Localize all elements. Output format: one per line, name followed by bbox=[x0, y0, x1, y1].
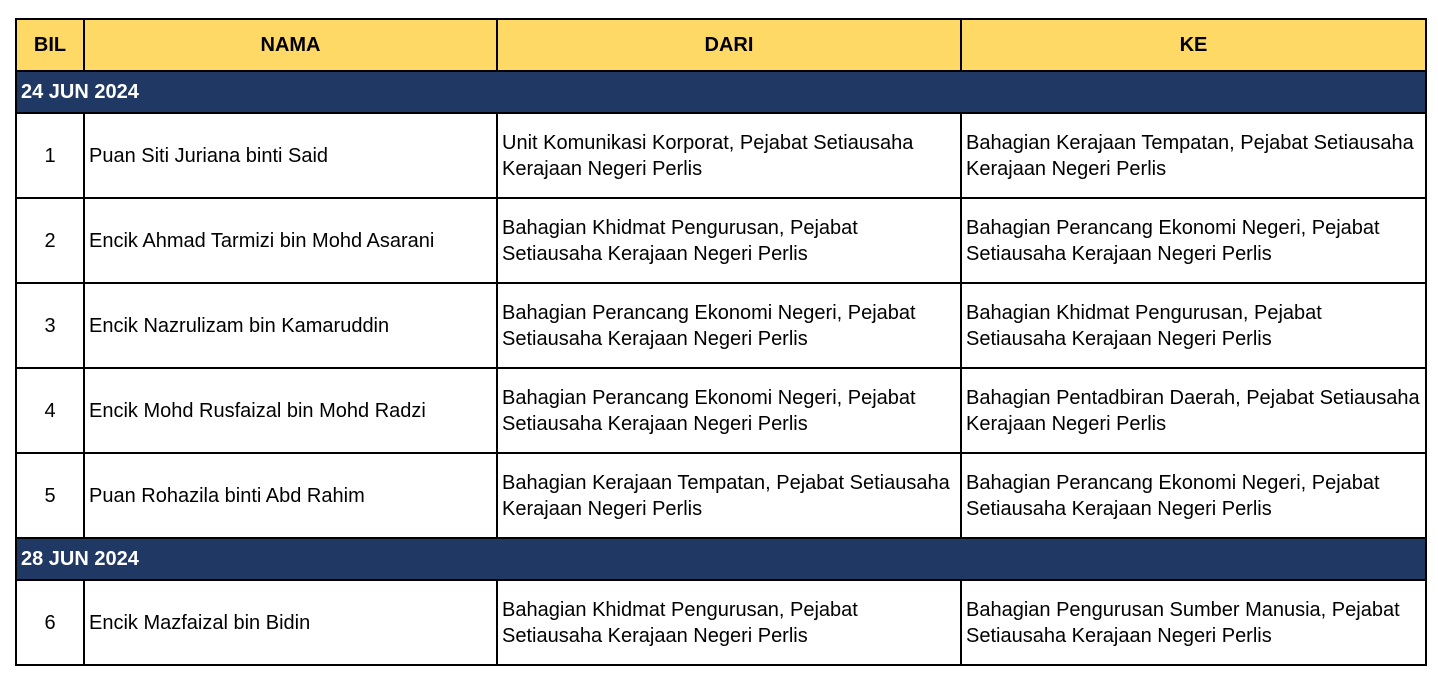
cell-dari: Bahagian Khidmat Pengurusan, Pejabat Setiausaha Kerajaan Negeri Perlis bbox=[497, 580, 961, 665]
cell-bil: 6 bbox=[16, 580, 84, 665]
section-row bbox=[16, 538, 1426, 580]
section-date: 28 JUN 2024 bbox=[16, 538, 1426, 580]
cell-dari: Unit Komunikasi Korporat, Pejabat Setiausaha Kerajaan Negeri Perlis bbox=[497, 113, 961, 198]
header-nama: NAMA bbox=[84, 19, 497, 71]
cell-nama: Encik Nazrulizam bin Kamaruddin bbox=[84, 283, 497, 368]
cell-ke: Bahagian Pentadbiran Daerah, Pejabat Setiausaha Kerajaan Negeri Perlis bbox=[961, 368, 1426, 453]
transfer-table bbox=[15, 18, 1427, 666]
cell-bil: 3 bbox=[16, 283, 84, 368]
cell-nama: Puan Siti Juriana binti Said bbox=[84, 113, 497, 198]
table-row bbox=[16, 283, 1426, 368]
table-row bbox=[16, 580, 1426, 665]
table-row bbox=[16, 368, 1426, 453]
cell-nama: Encik Mohd Rusfaizal bin Mohd Radzi bbox=[84, 368, 497, 453]
table-row bbox=[16, 113, 1426, 198]
cell-ke: Bahagian Pengurusan Sumber Manusia, Pejabat Setiausaha Kerajaan Negeri Perlis bbox=[961, 580, 1426, 665]
cell-bil: 1 bbox=[16, 113, 84, 198]
header-ke: KE bbox=[961, 19, 1426, 71]
cell-dari: Bahagian Khidmat Pengurusan, Pejabat Setiausaha Kerajaan Negeri Perlis bbox=[497, 198, 961, 283]
cell-ke: Bahagian Kerajaan Tempatan, Pejabat Setiausaha Kerajaan Negeri Perlis bbox=[961, 113, 1426, 198]
cell-ke: Bahagian Perancang Ekonomi Negeri, Pejabat Setiausaha Kerajaan Negeri Perlis bbox=[961, 453, 1426, 538]
cell-dari: Bahagian Kerajaan Tempatan, Pejabat Setiausaha Kerajaan Negeri Perlis bbox=[497, 453, 961, 538]
cell-nama: Encik Mazfaizal bin Bidin bbox=[84, 580, 497, 665]
section-date: 24 JUN 2024 bbox=[16, 71, 1426, 113]
cell-nama: Encik Ahmad Tarmizi bin Mohd Asarani bbox=[84, 198, 497, 283]
header-dari: DARI bbox=[497, 19, 961, 71]
header-bil: BIL bbox=[16, 19, 84, 71]
table-row bbox=[16, 198, 1426, 283]
cell-dari: Bahagian Perancang Ekonomi Negeri, Pejabat Setiausaha Kerajaan Negeri Perlis bbox=[497, 368, 961, 453]
cell-bil: 4 bbox=[16, 368, 84, 453]
cell-dari: Bahagian Perancang Ekonomi Negeri, Pejabat Setiausaha Kerajaan Negeri Perlis bbox=[497, 283, 961, 368]
table-body bbox=[16, 71, 1426, 665]
cell-bil: 2 bbox=[16, 198, 84, 283]
table-row bbox=[16, 453, 1426, 538]
table-header-row bbox=[16, 19, 1426, 71]
cell-ke: Bahagian Khidmat Pengurusan, Pejabat Setiausaha Kerajaan Negeri Perlis bbox=[961, 283, 1426, 368]
cell-ke: Bahagian Perancang Ekonomi Negeri, Pejabat Setiausaha Kerajaan Negeri Perlis bbox=[961, 198, 1426, 283]
cell-bil: 5 bbox=[16, 453, 84, 538]
section-row bbox=[16, 71, 1426, 113]
cell-nama: Puan Rohazila binti Abd Rahim bbox=[84, 453, 497, 538]
transfer-table-container bbox=[15, 18, 1425, 666]
